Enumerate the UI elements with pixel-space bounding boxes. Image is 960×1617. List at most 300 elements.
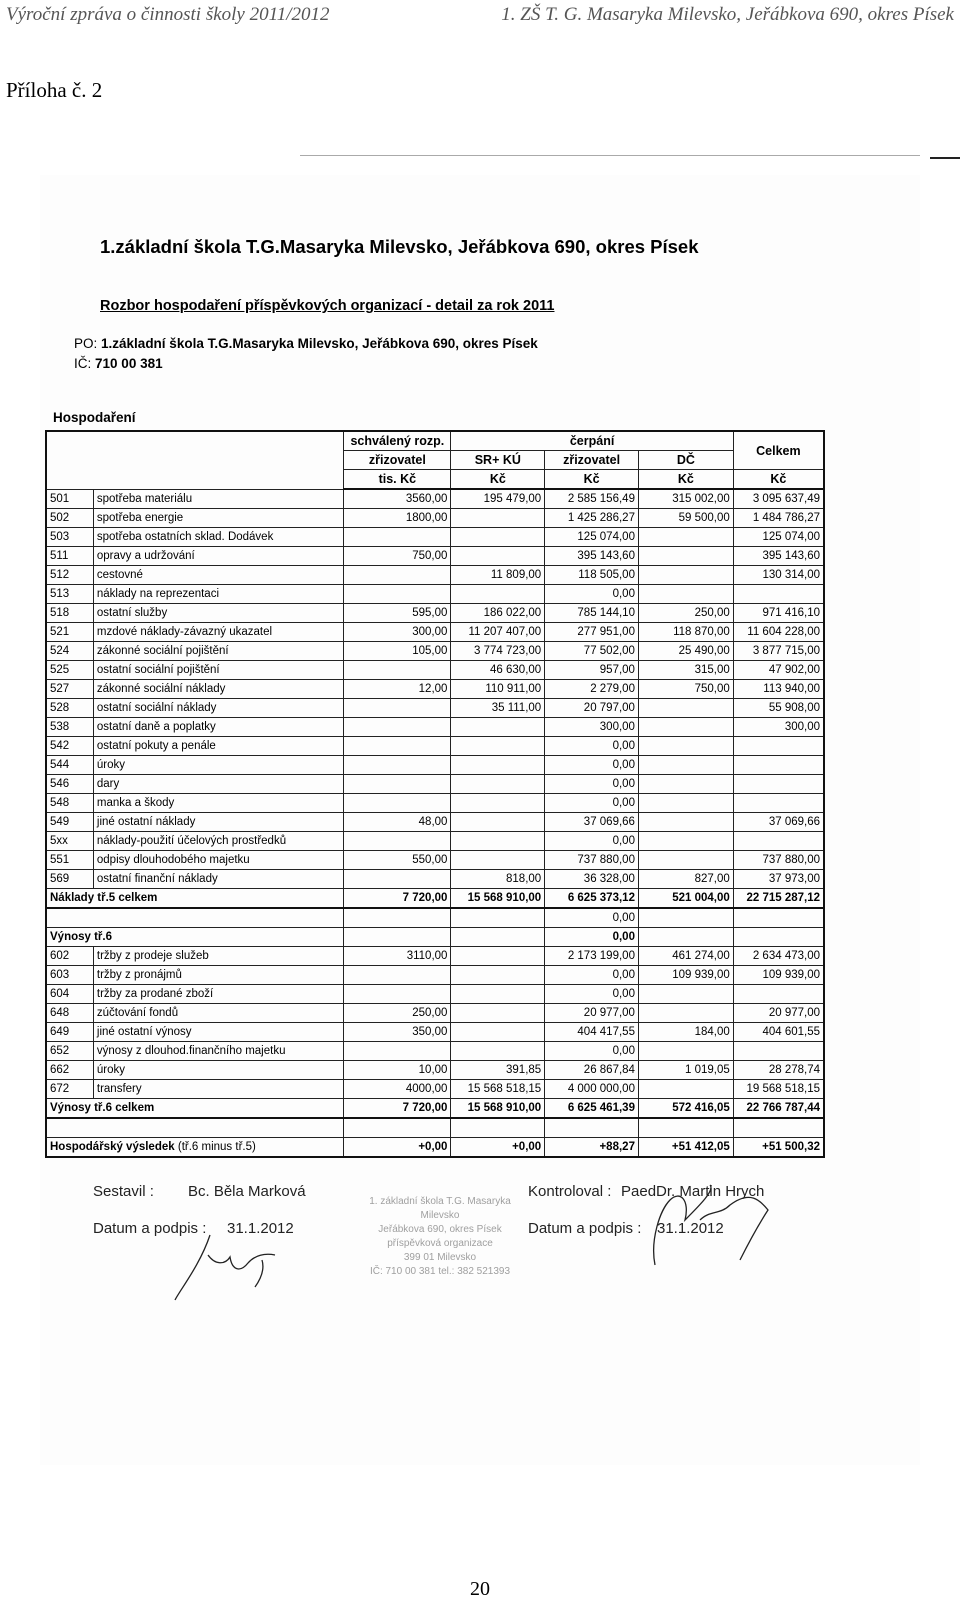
budget-cell <box>344 966 451 985</box>
blank-label: Výnosy tř.6 <box>46 928 344 947</box>
stamp-line: Jeřábkova 690, okres Písek <box>378 1224 502 1235</box>
page-header-left: Výroční zpráva o činnosti školy 2011/2012 <box>6 4 330 25</box>
account-name: úroky <box>93 1061 343 1080</box>
document-subtitle: Rozbor hospodaření příspěvkových organizací - detail za rok 2011 <box>100 298 555 314</box>
cost-row <box>46 509 824 528</box>
sr-ku-cell <box>451 547 545 566</box>
ic-line <box>74 356 163 371</box>
dc-cell: 750,00 <box>638 680 733 699</box>
account-name: mzdové náklady-závazný ukazatel <box>93 623 343 642</box>
account-code: 502 <box>46 509 93 528</box>
head-srku: SR+ KÚ <box>451 451 545 470</box>
account-name: tržby z prodeje služeb <box>93 947 343 966</box>
account-code: 672 <box>46 1080 93 1099</box>
head-schvaleny: schválený rozp. <box>344 431 451 451</box>
account-name: tržby za prodané zboží <box>93 985 343 1004</box>
account-code: 503 <box>46 528 93 547</box>
budget-cell: 550,00 <box>344 851 451 870</box>
head-zrizovatel-2: zřizovatel <box>545 451 639 470</box>
budget-cell <box>344 870 451 889</box>
cost-row <box>46 870 824 889</box>
total-cell: +51 500,32 <box>733 1138 824 1158</box>
budget-cell: 595,00 <box>344 604 451 623</box>
head-cerpani: čerpání <box>451 431 733 451</box>
budget-cell <box>344 566 451 585</box>
spacer-cell <box>451 1118 545 1138</box>
result-label-cell <box>46 1138 344 1158</box>
sr-ku-cell: 110 911,00 <box>451 680 545 699</box>
total-cell: 113 940,00 <box>733 680 824 699</box>
head-kc-3: Kč <box>638 470 733 490</box>
revenue-row <box>46 966 824 985</box>
account-code: 521 <box>46 623 93 642</box>
dc-cell <box>638 737 733 756</box>
revenues-total-row <box>46 1099 824 1119</box>
total-cell: 109 939,00 <box>733 966 824 985</box>
account-code: 513 <box>46 585 93 604</box>
zrizovatel-cell: 300,00 <box>545 718 639 737</box>
sr-ku-cell: 15 568 910,00 <box>451 1099 545 1119</box>
total-cell: 22 715 287,12 <box>733 889 824 909</box>
zrizovatel-cell: 2 173 199,00 <box>545 947 639 966</box>
zrizovatel-cell: +88,27 <box>545 1138 639 1158</box>
head-empty-cell <box>46 431 344 489</box>
budget-cell: 48,00 <box>344 813 451 832</box>
account-code: 648 <box>46 1004 93 1023</box>
account-code: 602 <box>46 947 93 966</box>
document-title: 1.základní škola T.G.Masaryka Milevsko, Jeřábkova 690, okres Písek <box>100 236 699 257</box>
sr-ku-cell: 15 568 910,00 <box>451 889 545 909</box>
account-code: 662 <box>46 1061 93 1080</box>
zrizovatel-cell: 0,00 <box>545 737 639 756</box>
budget-cell: +0,00 <box>344 1138 451 1158</box>
cost-row <box>46 661 824 680</box>
cost-row <box>46 699 824 718</box>
total-cell: 37 973,00 <box>733 870 824 889</box>
ic-label: IČ: <box>74 356 92 371</box>
datum2-value: 31.1.2012 <box>657 1220 724 1237</box>
account-name: náklady na reprezentaci <box>93 585 343 604</box>
sr-ku-cell: 195 479,00 <box>451 489 545 509</box>
zrizovatel-cell: 0,00 <box>545 1042 639 1061</box>
budget-cell: 7 720,00 <box>344 889 451 909</box>
cost-row <box>46 566 824 585</box>
sr-ku-cell <box>451 737 545 756</box>
budget-cell: 300,00 <box>344 623 451 642</box>
dc-cell <box>638 985 733 1004</box>
dc-cell <box>638 566 733 585</box>
stamp-line: 399 01 Milevsko <box>403 1252 477 1263</box>
account-name: manka a škody <box>93 794 343 813</box>
signature-hrych <box>640 1180 780 1270</box>
budget-cell <box>344 737 451 756</box>
spacer-cell <box>46 1118 344 1138</box>
account-name: ostatní daně a poplatky <box>93 718 343 737</box>
sr-ku-cell: 186 022,00 <box>451 604 545 623</box>
revenue-row <box>46 1061 824 1080</box>
stamp-line: 1. základní škola T.G. Masaryka Milevsko <box>369 1196 511 1221</box>
dc-cell: 572 416,05 <box>638 1099 733 1119</box>
total-cell: 28 278,74 <box>733 1061 824 1080</box>
spacer-cell <box>545 1118 639 1138</box>
budget-cell: 3560,00 <box>344 489 451 509</box>
sr-ku-cell: +0,00 <box>451 1138 545 1158</box>
total-cell: 2 634 473,00 <box>733 947 824 966</box>
budget-cell: 750,00 <box>344 547 451 566</box>
sr-ku-cell <box>451 775 545 794</box>
account-code: 525 <box>46 661 93 680</box>
dc-cell <box>638 699 733 718</box>
zrizovatel-cell: 0,00 <box>545 908 639 928</box>
sr-ku-cell: 11 207 407,00 <box>451 623 545 642</box>
cost-row <box>46 737 824 756</box>
budget-cell <box>344 985 451 1004</box>
zrizovatel-cell: 0,00 <box>545 794 639 813</box>
account-name: spotřeba energie <box>93 509 343 528</box>
sr-ku-cell <box>451 1023 545 1042</box>
budget-cell <box>344 1042 451 1061</box>
account-name: zákonné sociální náklady <box>93 680 343 699</box>
total-cell: 22 766 787,44 <box>733 1099 824 1119</box>
sr-ku-cell <box>451 813 545 832</box>
po-value: 1.základní škola T.G.Masaryka Milevsko, Jeřábkova 690, okres Písek <box>101 336 538 351</box>
total-cell: 971 416,10 <box>733 604 824 623</box>
account-name: odpisy dlouhodobého majetku <box>93 851 343 870</box>
zrizovatel-cell: 36 328,00 <box>545 870 639 889</box>
zrizovatel-cell: 0,00 <box>545 966 639 985</box>
dc-cell <box>638 718 733 737</box>
total-cell: 737 880,00 <box>733 851 824 870</box>
sr-ku-cell <box>451 1004 545 1023</box>
cost-row <box>46 489 824 509</box>
result-label-suffix: (tř.6 minus tř.5) <box>177 1141 256 1153</box>
account-code: 501 <box>46 489 93 509</box>
account-code: 511 <box>46 547 93 566</box>
budget-cell: 250,00 <box>344 1004 451 1023</box>
dc-cell: 521 004,00 <box>638 889 733 909</box>
zrizovatel-cell: 0,00 <box>545 928 639 947</box>
sr-ku-cell: 46 630,00 <box>451 661 545 680</box>
total-cell <box>733 794 824 813</box>
account-name: úroky <box>93 756 343 775</box>
zrizovatel-cell: 957,00 <box>545 661 639 680</box>
zrizovatel-cell: 1 425 286,27 <box>545 509 639 528</box>
zrizovatel-cell: 118 505,00 <box>545 566 639 585</box>
sr-ku-cell <box>451 585 545 604</box>
zrizovatel-cell: 2 279,00 <box>545 680 639 699</box>
head-celkem: Celkem <box>733 431 824 470</box>
revenue-row <box>46 1080 824 1099</box>
account-name: transfery <box>93 1080 343 1099</box>
financial-table <box>45 430 825 1158</box>
school-stamp <box>350 1195 530 1279</box>
dc-cell: +51 412,05 <box>638 1138 733 1158</box>
dc-cell <box>638 1042 733 1061</box>
result-label: Hospodářský výsledek <box>50 1141 175 1153</box>
sr-ku-cell <box>451 908 545 928</box>
dc-cell <box>638 851 733 870</box>
total-cell: 55 908,00 <box>733 699 824 718</box>
zrizovatel-cell: 395 143,60 <box>545 547 639 566</box>
zrizovatel-cell: 785 144,10 <box>545 604 639 623</box>
total-cell <box>733 585 824 604</box>
total-cell: 3 877 715,00 <box>733 642 824 661</box>
zrizovatel-cell: 2 585 156,49 <box>545 489 639 509</box>
spacer-row <box>46 1118 824 1138</box>
head-dc: DČ <box>638 451 733 470</box>
total-cell: 300,00 <box>733 718 824 737</box>
total-cell <box>733 775 824 794</box>
dc-cell <box>638 813 733 832</box>
total-cell: 404 601,55 <box>733 1023 824 1042</box>
po-line <box>74 336 538 351</box>
account-name: jiné ostatní výnosy <box>93 1023 343 1042</box>
dc-cell: 827,00 <box>638 870 733 889</box>
account-code: 512 <box>46 566 93 585</box>
account-name: spotřeba ostatních sklad. Dodávek <box>93 528 343 547</box>
total-cell: 19 568 518,15 <box>733 1080 824 1099</box>
zrizovatel-cell: 37 069,66 <box>545 813 639 832</box>
account-code: 551 <box>46 851 93 870</box>
dc-cell <box>638 756 733 775</box>
account-name: jiné ostatní náklady <box>93 813 343 832</box>
total-cell: 20 977,00 <box>733 1004 824 1023</box>
sr-ku-cell <box>451 947 545 966</box>
datum2-label: Datum a podpis : <box>528 1220 642 1237</box>
head-tiskc: tis. Kč <box>344 470 451 490</box>
kontroloval-label: Kontroloval : <box>528 1183 612 1200</box>
budget-cell <box>344 928 451 947</box>
ic-value: 710 00 381 <box>95 356 163 371</box>
dc-cell: 1 019,05 <box>638 1061 733 1080</box>
zrizovatel-cell: 6 625 461,39 <box>545 1099 639 1119</box>
sestavil-label: Sestavil : <box>93 1183 154 1200</box>
total-cell <box>733 985 824 1004</box>
head-kc-4: Kč <box>733 470 824 490</box>
sr-ku-cell: 15 568 518,15 <box>451 1080 545 1099</box>
zrizovatel-cell: 20 797,00 <box>545 699 639 718</box>
total-cell: 3 095 637,49 <box>733 489 824 509</box>
signature-marková <box>170 1225 300 1305</box>
account-name: ostatní pokuty a penále <box>93 737 343 756</box>
head-kc-1: Kč <box>451 470 545 490</box>
account-code: 527 <box>46 680 93 699</box>
account-name: cestovné <box>93 566 343 585</box>
sr-ku-cell <box>451 1042 545 1061</box>
sr-ku-cell: 391,85 <box>451 1061 545 1080</box>
cost-row <box>46 851 824 870</box>
account-code: 652 <box>46 1042 93 1061</box>
zrizovatel-cell: 4 000 000,00 <box>545 1080 639 1099</box>
dc-cell: 315,00 <box>638 661 733 680</box>
result-row <box>46 1138 824 1158</box>
total-cell <box>733 908 824 928</box>
account-code: 538 <box>46 718 93 737</box>
zrizovatel-cell: 6 625 373,12 <box>545 889 639 909</box>
budget-cell <box>344 756 451 775</box>
dc-cell: 118 870,00 <box>638 623 733 642</box>
sr-ku-cell <box>451 794 545 813</box>
blank-row <box>46 908 824 928</box>
account-code: 548 <box>46 794 93 813</box>
budget-cell <box>344 699 451 718</box>
dc-cell: 109 939,00 <box>638 966 733 985</box>
budget-cell <box>344 794 451 813</box>
zrizovatel-cell: 277 951,00 <box>545 623 639 642</box>
sr-ku-cell <box>451 528 545 547</box>
account-name: dary <box>93 775 343 794</box>
zrizovatel-cell: 26 867,84 <box>545 1061 639 1080</box>
scan-edge-rule <box>300 155 920 156</box>
dc-cell: 250,00 <box>638 604 733 623</box>
head-kc-2: Kč <box>545 470 639 490</box>
sr-ku-cell <box>451 928 545 947</box>
dc-cell <box>638 908 733 928</box>
account-code: 518 <box>46 604 93 623</box>
dc-cell <box>638 585 733 604</box>
account-code: 528 <box>46 699 93 718</box>
account-name: ostatní finanční náklady <box>93 870 343 889</box>
budget-cell <box>344 528 451 547</box>
dc-cell: 461 274,00 <box>638 947 733 966</box>
revenue-row <box>46 947 824 966</box>
account-name: náklady-použití účelových prostředků <box>93 832 343 851</box>
sr-ku-cell: 35 111,00 <box>451 699 545 718</box>
account-code: 604 <box>46 985 93 1004</box>
total-cell: 11 604 228,00 <box>733 623 824 642</box>
sr-ku-cell <box>451 509 545 528</box>
page-number: 20 <box>470 1578 490 1600</box>
account-code: 546 <box>46 775 93 794</box>
revenue-row <box>46 985 824 1004</box>
total-cell: 1 484 786,27 <box>733 509 824 528</box>
budget-cell <box>344 661 451 680</box>
total-cell <box>733 832 824 851</box>
dc-cell <box>638 547 733 566</box>
budget-cell <box>344 832 451 851</box>
account-code: 649 <box>46 1023 93 1042</box>
sr-ku-cell <box>451 756 545 775</box>
cost-row <box>46 775 824 794</box>
dc-cell <box>638 794 733 813</box>
total-label: Náklady tř.5 celkem <box>46 889 344 909</box>
account-name: spotřeba materiálu <box>93 489 343 509</box>
zrizovatel-cell: 737 880,00 <box>545 851 639 870</box>
dc-cell <box>638 1080 733 1099</box>
account-name: ostatní sociální pojištění <box>93 661 343 680</box>
spacer-cell <box>733 1118 824 1138</box>
dc-cell: 59 500,00 <box>638 509 733 528</box>
account-code: 542 <box>46 737 93 756</box>
sr-ku-cell: 11 809,00 <box>451 566 545 585</box>
dc-cell: 315 002,00 <box>638 489 733 509</box>
budget-cell <box>344 718 451 737</box>
datum-value: 31.1.2012 <box>227 1220 294 1237</box>
budget-cell <box>344 585 451 604</box>
stamp-line: příspěvková organizace <box>387 1238 493 1249</box>
dc-cell <box>638 528 733 547</box>
zrizovatel-cell: 0,00 <box>545 585 639 604</box>
cost-row <box>46 680 824 699</box>
budget-cell: 12,00 <box>344 680 451 699</box>
cost-row <box>46 585 824 604</box>
dc-cell: 25 490,00 <box>638 642 733 661</box>
cost-row <box>46 756 824 775</box>
revenue-row <box>46 1004 824 1023</box>
sr-ku-cell <box>451 985 545 1004</box>
header-rule <box>930 157 960 159</box>
sr-ku-cell: 3 774 723,00 <box>451 642 545 661</box>
dc-cell <box>638 832 733 851</box>
account-name: zúčtování fondů <box>93 1004 343 1023</box>
account-name: opravy a udržování <box>93 547 343 566</box>
cost-row <box>46 832 824 851</box>
kontroloval-name: PaedDr. Martin Hrych <box>621 1183 765 1200</box>
cost-row <box>46 642 824 661</box>
budget-cell <box>344 908 451 928</box>
account-code: 603 <box>46 966 93 985</box>
revenue-heading-row <box>46 928 824 947</box>
zrizovatel-cell: 0,00 <box>545 775 639 794</box>
section-label: Hospodaření <box>53 410 136 425</box>
budget-cell: 350,00 <box>344 1023 451 1042</box>
total-cell <box>733 737 824 756</box>
account-name: tržby z pronájmů <box>93 966 343 985</box>
total-cell: 47 902,00 <box>733 661 824 680</box>
account-name: ostatní sociální náklady <box>93 699 343 718</box>
account-name: výnosy z dlouhod.finančního majetku <box>93 1042 343 1061</box>
revenue-row <box>46 1023 824 1042</box>
zrizovatel-cell: 0,00 <box>545 832 639 851</box>
datum-label: Datum a podpis : <box>93 1220 207 1237</box>
sr-ku-cell <box>451 966 545 985</box>
budget-cell: 1800,00 <box>344 509 451 528</box>
revenue-row <box>46 1042 824 1061</box>
dc-cell <box>638 1004 733 1023</box>
stamp-line: IČ: 710 00 381 tel.: 382 521393 <box>369 1266 511 1277</box>
sr-ku-cell <box>451 718 545 737</box>
sestavil-name: Bc. Běla Marková <box>188 1183 306 1200</box>
cost-row <box>46 718 824 737</box>
total-cell <box>733 1042 824 1061</box>
page-header-right: 1. ZŠ T. G. Masaryka Milevsko, Jeřábkova 690, okres Písek <box>501 4 954 25</box>
total-cell: 37 069,66 <box>733 813 824 832</box>
total-label: Výnosy tř.6 celkem <box>46 1099 344 1119</box>
account-code: 569 <box>46 870 93 889</box>
head-zrizovatel: zřizovatel <box>344 451 451 470</box>
total-cell: 395 143,60 <box>733 547 824 566</box>
cost-row <box>46 528 824 547</box>
budget-cell <box>344 775 451 794</box>
zrizovatel-cell: 77 502,00 <box>545 642 639 661</box>
zrizovatel-cell: 0,00 <box>545 756 639 775</box>
total-cell <box>733 756 824 775</box>
budget-cell: 10,00 <box>344 1061 451 1080</box>
blank-label <box>46 908 344 928</box>
cost-row <box>46 813 824 832</box>
cost-row <box>46 623 824 642</box>
account-name: ostatní služby <box>93 604 343 623</box>
account-code: 524 <box>46 642 93 661</box>
cost-row <box>46 547 824 566</box>
sr-ku-cell: 818,00 <box>451 870 545 889</box>
sr-ku-cell <box>451 851 545 870</box>
costs-total-row <box>46 889 824 909</box>
spacer-cell <box>344 1118 451 1138</box>
account-name: zákonné sociální pojištění <box>93 642 343 661</box>
total-cell: 130 314,00 <box>733 566 824 585</box>
account-code: 549 <box>46 813 93 832</box>
